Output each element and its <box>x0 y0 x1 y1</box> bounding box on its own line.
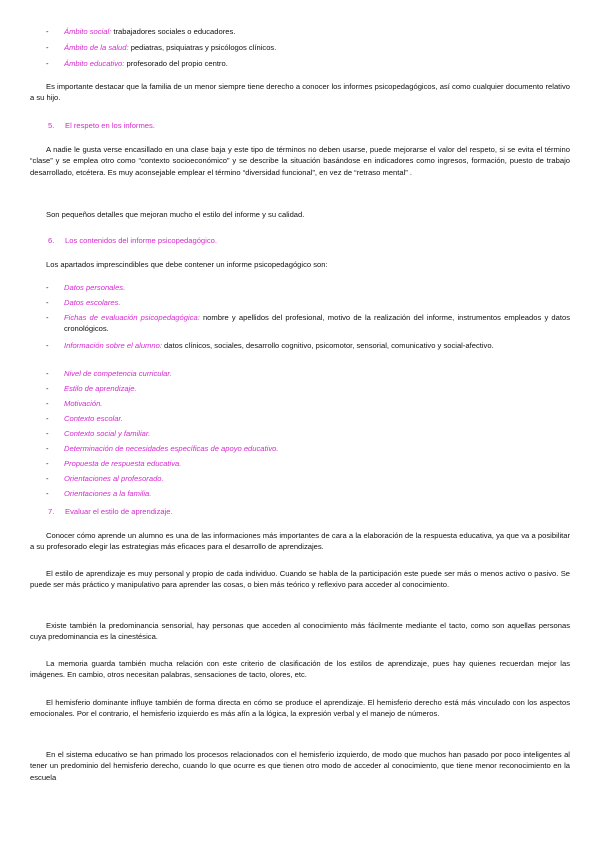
bullet-label: Orientaciones a la familia. <box>64 489 152 498</box>
section-heading <box>48 120 570 131</box>
bullet-dash: - <box>46 298 49 307</box>
bullet-dash: - <box>46 283 49 292</box>
list-item <box>46 297 570 308</box>
bullet-dash: - <box>46 59 49 68</box>
paragraph: Es importante destacar que la familia de un menor siempre tiene derecho a conocer los informes psicopedagógicos, así como cualquier documento relativo a su hijo. <box>30 82 570 103</box>
section-heading <box>48 506 570 517</box>
section-title: Los contenidos del informe psicopedagógico. <box>65 236 217 245</box>
bullet-label: Ámbito social: <box>64 27 112 36</box>
list-item <box>46 488 570 499</box>
paragraph: El estilo de aprendizaje es muy personal y propio de cada individuo. Cuando se habla de la participación este puede ser más o menos activo o pasivo. Se puede ser más práctico y manipulativo para aprender las cosas, o bien más teórico y reflexivo para acceder al conocimiento. <box>30 569 570 590</box>
list-item <box>46 398 570 409</box>
list-item <box>46 413 570 424</box>
bullet-text: datos clínicos, sociales, desarrollo cognitivo, psicomotor, sensorial, comunicativo y social-afectivo. <box>161 341 494 350</box>
bullet-label: Datos escolares. <box>64 298 121 307</box>
bullet-label: Ámbito de la salud: <box>64 43 129 52</box>
bullet-dash: - <box>46 313 49 322</box>
bullet-dash: - <box>46 429 49 438</box>
bullet-dash: - <box>46 459 49 468</box>
list-item <box>46 368 570 379</box>
bullet-dash: - <box>46 399 49 408</box>
bullet-dash: - <box>46 43 49 52</box>
bullet-label: Propuesta de respuesta educativa. <box>64 459 182 468</box>
paragraph: Conocer cómo aprende un alumno es una de las informaciones más importantes de cara a la elaboración de la respuesta educativa, ya que va a posibilitar a su profesorado elegir las estrategias más eficaces para el desarrollo de aprendizajes. <box>30 531 570 552</box>
bullet-label: Contexto escolar. <box>64 414 123 423</box>
paragraph: El hemisferio dominante influye también de forma directa en cómo se produce el aprendizaje. El hemisferio derecho está más vinculado con los aspectos emocionales. Por el contrario, el hemisferio izquierdo es más afín a la lógica, la expresión verbal y el manejo de números. <box>30 698 570 719</box>
paragraph: La memoria guarda también mucha relación con este criterio de clasificación de los estilos de aprendizaje, pues hay quienes recuerdan mejor las imágenes. En cambio, otros necesitan palabras, sensaciones de tacto, olores, etc. <box>30 659 570 680</box>
bullet-text: pediatras, psiquiatras y psicólogos clínicos. <box>128 43 277 52</box>
bullet-label: Contexto social y familiar. <box>64 429 151 438</box>
bullet-label: Orientaciones al profesorado. <box>64 474 164 483</box>
list-item <box>46 383 570 394</box>
bullet-label: Determinación de necesidades específicas de apoyo educativo. <box>64 444 279 453</box>
section-number: 7. <box>48 507 55 516</box>
section-title: Evaluar el estilo de aprendizaje. <box>65 507 173 516</box>
list-item <box>46 428 570 439</box>
list-item <box>46 282 570 293</box>
paragraph: En el sistema educativo se han primado los procesos relacionados con el hemisferio izquierdo, de modo que muchos han pasado por poco inteligentes al tener un predominio del hemisferio derecho, cuando lo que ocurre es que tienen otro modo de acceder al conocimiento, que tiene menor reconocimiento en la escuela <box>30 750 570 782</box>
bullet-label: Nivel de competencia curricular. <box>64 369 172 378</box>
bullet-dash: - <box>46 27 49 36</box>
bullet-text: profesorado del propio centro. <box>124 59 228 68</box>
paragraph: Los apartados imprescindibles que debe contener un informe psicopedagógico son: <box>46 260 328 269</box>
paragraph: Existe también la predominancia sensorial, hay personas que acceden al conocimiento más fácilmente mediante el tacto, como son aquellas personas cuya predominancia es la cinestésica. <box>30 621 570 642</box>
section-number: 5. <box>48 121 55 130</box>
paragraph: A nadie le gusta verse encasillado en una clase baja y este tipo de términos no deben usarse, puede mejorarse el valor del respeto, si se evita el término “clase” y se emplea otro como “contexto socioeconómico” y se describe la situación basándose en indicadores como ingresos, formación, puesto de trabajo desarrollado, etcétera. Es muy aconsejable emplear el término “diversidad funcional”, en vez de “retraso mental” . <box>30 145 570 177</box>
bullet-dash: - <box>46 384 49 393</box>
bullet-dash: - <box>46 444 49 453</box>
bullet-label: Información sobre el alumno: <box>64 341 162 350</box>
section-number: 6. <box>48 236 55 245</box>
list-item <box>46 443 570 454</box>
bullet-dash: - <box>46 369 49 378</box>
bullet-label: Fichas de evaluación psicopedagógica: <box>64 313 200 322</box>
list-item <box>46 58 570 69</box>
list-item <box>46 26 570 37</box>
bullet-label: Ámbito educativo: <box>64 59 125 68</box>
bullet-dash: - <box>46 489 49 498</box>
list-item <box>46 312 570 335</box>
section-title: El respeto en los informes. <box>65 121 155 130</box>
list-item <box>46 458 570 469</box>
bullet-label: Motivación. <box>64 399 103 408</box>
bullet-text: trabajadores sociales o educadores. <box>111 27 236 36</box>
bullet-dash: - <box>46 341 49 350</box>
section-heading <box>48 235 570 246</box>
bullet-text: nombre y apellidos del profesional, motivo de la realización del informe, instrumentos empleados y datos cronológicos. <box>64 313 571 334</box>
paragraph: Son pequeños detalles que mejoran mucho el estilo del informe y su calidad. <box>46 210 305 219</box>
list-item <box>46 340 570 351</box>
bullet-label: Datos personales. <box>64 283 126 292</box>
list-item <box>46 42 570 53</box>
bullet-dash: - <box>46 474 49 483</box>
bullet-label: Estilo de aprendizaje. <box>64 384 137 393</box>
list-item <box>46 473 570 484</box>
bullet-dash: - <box>46 414 49 423</box>
